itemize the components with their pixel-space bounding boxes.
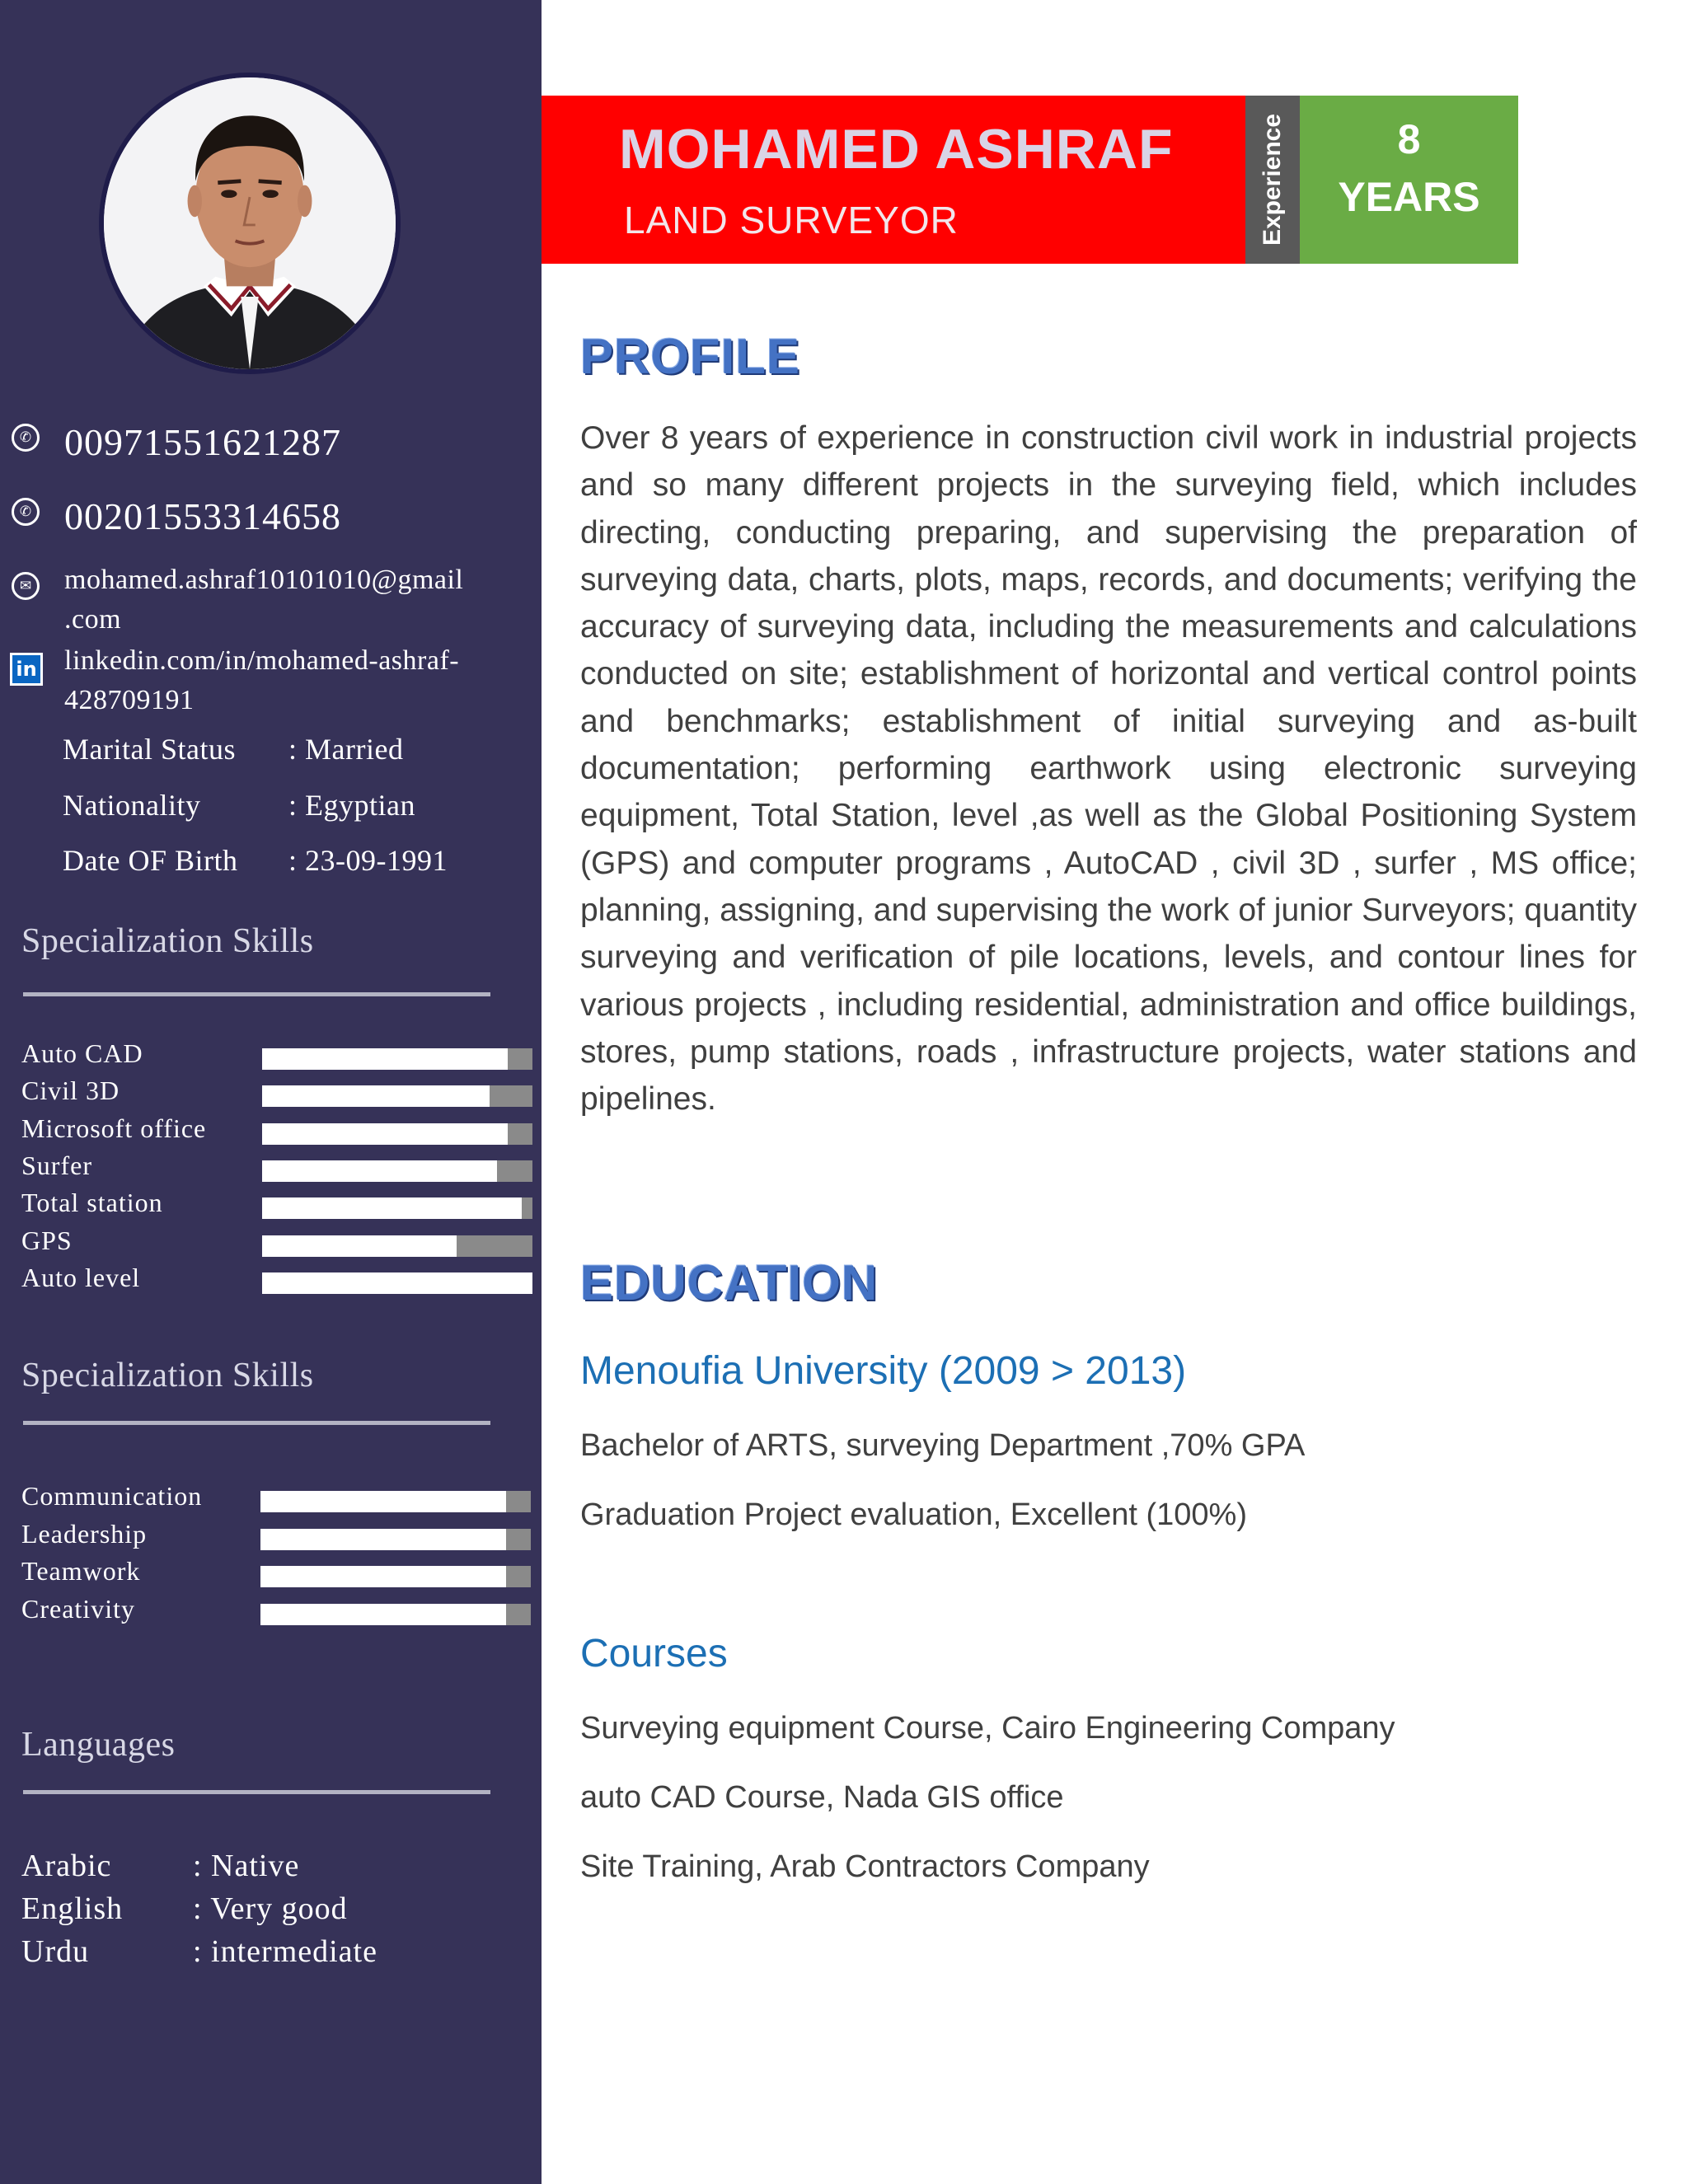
skill-label: Creativity <box>21 1593 135 1624</box>
section-divider <box>23 992 490 996</box>
phone-icon: ✆ <box>12 498 40 526</box>
profile-summary: Over 8 years of experience in construction civil work in industrial projects and so many different projects in the surveying field, which includes directing, conducting preparing, and supervising the preparation of surveying data, charts, plots, maps, records, and documents; verifying the accuracy of surveying data, including the measurements and calculations conducted on site; establishment of horizontal and vertical control points and benchmarks; establishment of initial surveying and as-built documentation; performing earthwork using electronic surveying equipment, Total Station, level ,as well as the Global Positioning System (GPS) and computer programs , AutoCAD , civil 3D , surfer , MS office; planning, assigning, and supervising the work of junior Surveyors; quantity surveying and verification of pile locations, levels, and contour lines for various projects , including residential, administration and office buildings, stores, pump stations, roads , infrastructure projects, water stations and pipelines. <box>580 420 1637 1118</box>
personal-info-value: : Egyptian <box>288 789 415 822</box>
experience-years-box <box>1300 96 1518 264</box>
degree-entry: Bachelor of ARTS, surveying Department ,70% GPA <box>580 1428 1306 1463</box>
contact-linkedin <box>0 641 542 720</box>
skill-label: Civil 3D <box>21 1076 120 1106</box>
section-divider <box>23 1790 490 1794</box>
email-line-2[interactable]: .com <box>64 604 122 635</box>
skill-level-bar <box>260 1566 531 1587</box>
skill-level-bar <box>262 1123 532 1145</box>
sidebar <box>0 0 542 2184</box>
personal-info-label: Marital Status <box>63 733 236 766</box>
language-name: Urdu <box>21 1934 90 1969</box>
skill-level-bar <box>262 1235 532 1257</box>
phone-number-2[interactable]: 00201553314658 <box>64 495 341 537</box>
experience-years-number: 8 <box>1397 116 1421 162</box>
skill-label: Teamwork <box>21 1556 141 1586</box>
course-entry: Surveying equipment Course, Cairo Engineering Company <box>580 1711 1395 1746</box>
candidate-name: MOHAMED ASHRAF <box>619 118 1174 180</box>
contact-phone-2 <box>0 494 542 541</box>
experience-label: Experience <box>1259 113 1286 246</box>
course-entry: auto CAD Course, Nada GIS office <box>580 1780 1064 1815</box>
university-name: Menoufia University (2009 > 2013) <box>580 1349 1187 1393</box>
skill-label: Total station <box>21 1188 163 1218</box>
contact-email <box>0 560 542 640</box>
language-level: : intermediate <box>193 1934 377 1969</box>
email-line-1[interactable]: mohamed.ashraf10101010@gmail <box>64 565 464 595</box>
skill-level-bar <box>262 1197 532 1219</box>
skill-level-bar <box>262 1160 532 1182</box>
phone-number-1[interactable]: 00971551621287 <box>64 421 341 463</box>
skill-level-bar <box>262 1048 532 1070</box>
skill-label: Auto level <box>21 1262 141 1292</box>
experience-years-unit: YEARS <box>1338 174 1480 220</box>
skill-level-fill <box>260 1566 506 1587</box>
linkedin-line-1[interactable]: linkedin.com/in/mohamed-ashraf- <box>64 645 460 676</box>
languages-heading: Languages <box>21 1726 176 1764</box>
skill-label: Communication <box>21 1481 203 1511</box>
experience-label-box <box>1245 96 1300 264</box>
profile-heading: PROFILE <box>580 329 801 384</box>
contact-phone-1 <box>0 420 542 466</box>
skill-level-bar <box>262 1272 532 1294</box>
skill-level-fill <box>262 1048 508 1070</box>
skill-level-bar <box>260 1604 531 1625</box>
skill-level-fill <box>260 1604 506 1625</box>
soft-skills-heading: Specialization Skills <box>21 1357 314 1394</box>
phone-icon: ✆ <box>12 424 40 452</box>
skill-level-fill <box>262 1160 497 1182</box>
skill-label: Microsoft office <box>21 1113 207 1143</box>
email-icon: ✉ <box>12 572 40 600</box>
language-name: Arabic <box>21 1849 112 1883</box>
language-level: : Native <box>193 1849 300 1883</box>
skill-level-fill <box>262 1085 490 1107</box>
skill-level-bar <box>260 1529 531 1550</box>
skill-level-fill <box>260 1529 506 1550</box>
section-divider <box>23 1421 490 1425</box>
skill-level-bar <box>262 1085 532 1107</box>
candidate-title: LAND SURVEYOR <box>624 199 959 241</box>
course-entry: Site Training, Arab Contractors Company <box>580 1849 1150 1884</box>
graduation-project-entry: Graduation Project evaluation, Excellent (100%) <box>580 1497 1248 1532</box>
skill-label: GPS <box>21 1225 73 1255</box>
profile-photo <box>99 73 401 374</box>
skill-label: Leadership <box>21 1518 148 1549</box>
skill-level-fill <box>260 1491 506 1512</box>
linkedin-icon: in <box>10 653 43 686</box>
skill-label: Surfer <box>21 1150 92 1180</box>
personal-info-label: Nationality <box>63 789 201 822</box>
education-heading: EDUCATION <box>580 1255 879 1310</box>
skill-level-fill <box>262 1123 508 1145</box>
skill-level-fill <box>262 1197 522 1219</box>
profile-photo-image <box>104 77 396 369</box>
skill-label: Auto CAD <box>21 1038 143 1068</box>
personal-info-value: : Married <box>288 733 404 766</box>
technical-skills-heading: Specialization Skills <box>21 922 314 960</box>
skill-level-fill <box>262 1235 457 1257</box>
name-banner <box>542 96 1245 264</box>
language-name: English <box>21 1891 124 1926</box>
personal-info-label: Date OF Birth <box>63 844 238 877</box>
language-level: : Very good <box>193 1891 348 1926</box>
skill-level-fill <box>262 1272 532 1294</box>
personal-info-value: : 23-09-1991 <box>288 844 448 877</box>
courses-heading: Courses <box>580 1632 728 1675</box>
linkedin-line-2[interactable]: 428709191 <box>64 685 195 715</box>
skill-level-bar <box>260 1491 531 1512</box>
